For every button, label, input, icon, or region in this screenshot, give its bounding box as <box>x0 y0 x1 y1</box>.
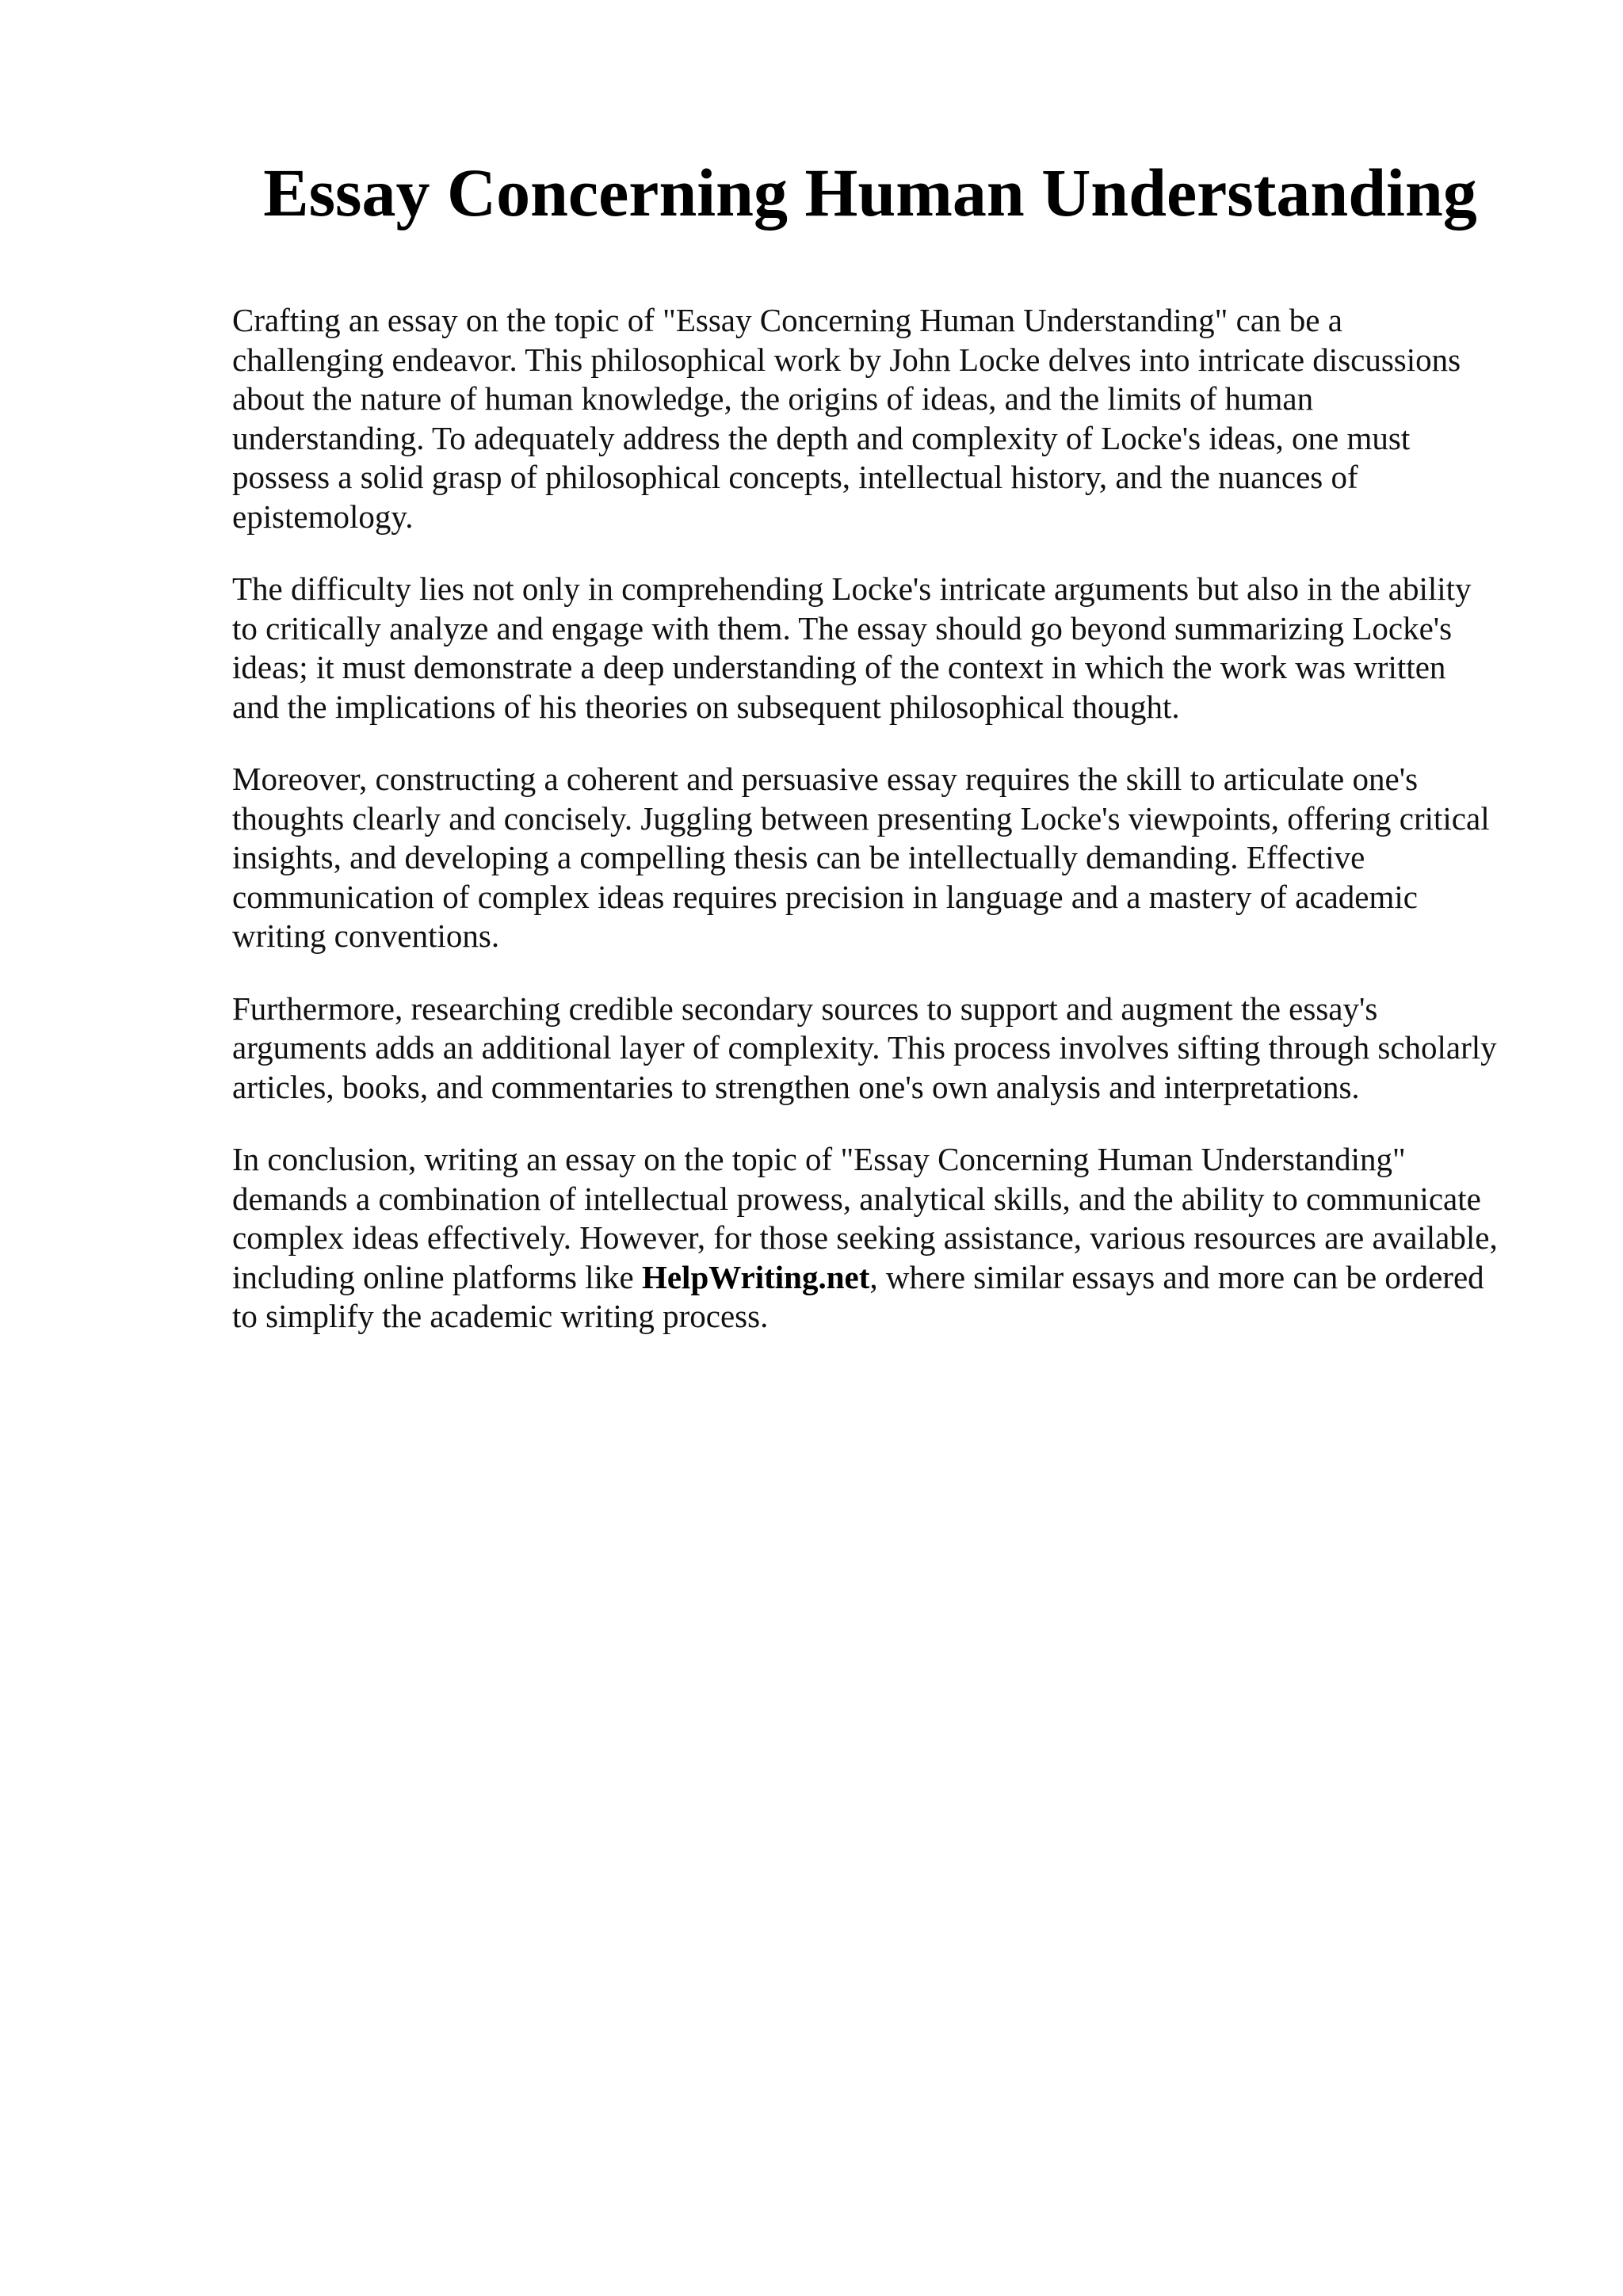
text-line: In conclusion, writing an essay on the topic of "Essay Concerning Human Understanding" <box>232 1141 1406 1177</box>
document-body <box>232 301 1532 1370</box>
text-line: insights, and developing a compelling thesis can be intellectually demanding. Effective <box>232 839 1365 875</box>
document-title: Essay Concerning Human Understanding <box>263 154 1477 231</box>
text-line: arguments adds an additional layer of complexity. This process involves sifting through scholarly <box>232 1029 1497 1066</box>
text-line: Crafting an essay on the topic of "Essay Concerning Human Understanding" can be a <box>232 302 1342 338</box>
text-line: about the nature of human knowledge, the origins of ideas, and the limits of human <box>232 380 1314 417</box>
text-line: challenging endeavor. This philosophical work by John Locke delves into intricate discussions <box>232 341 1461 378</box>
link-suffix-text: , where similar essays and more can be ordered <box>869 1258 1484 1295</box>
text-line: Furthermore, researching credible secondary sources to support and augment the essay's <box>232 990 1378 1027</box>
text-line: and the implications of his theories on subsequent philosophical thought. <box>232 688 1180 725</box>
text-line: understanding. To adequately address the depth and complexity of Locke's ideas, one must <box>232 419 1411 456</box>
text-line: demands a combination of intellectual prowess, analytical skills, and the ability to communicate <box>232 1180 1481 1217</box>
text-line: thoughts clearly and concisely. Juggling between presenting Locke's viewpoints, offering critical <box>232 799 1490 837</box>
paragraph-1 <box>232 301 1532 536</box>
link-prefix-text: including online platforms like <box>232 1258 642 1295</box>
paragraph-2 <box>232 570 1532 727</box>
text-line: to simplify the academic writing process. <box>232 1298 769 1334</box>
text-line: epistemology. <box>232 498 414 535</box>
text-line: to critically analyze and engage with them. The essay should go beyond summarizing Locke's <box>232 609 1453 646</box>
paragraph-3 <box>232 760 1532 956</box>
paragraph-5 <box>232 1140 1532 1337</box>
text-line: The difficulty lies not only in comprehending Locke's intricate arguments but also in the ability <box>232 570 1472 607</box>
text-line: ideas; it must demonstrate a deep understanding of the context in which the work was written <box>232 649 1446 685</box>
text-line: communication of complex ideas requires precision in language and a mastery of academic <box>232 878 1418 915</box>
helpwriting-link[interactable]: HelpWriting.net <box>641 1258 870 1295</box>
text-line: articles, books, and commentaries to strengthen one's own analysis and interpretations. <box>232 1068 1360 1105</box>
paragraph-4 <box>232 990 1532 1108</box>
text-line: writing conventions. <box>232 917 500 954</box>
text-line: complex ideas effectively. However, for those seeking assistance, various resources are available, <box>232 1219 1498 1256</box>
text-line: Moreover, constructing a coherent and persuasive essay requires the skill to articulate one's <box>232 761 1419 797</box>
text-line-with-link <box>232 1258 1532 1298</box>
text-line: possess a solid grasp of philosophical concepts, intellectual history, and the nuances of <box>232 459 1358 495</box>
